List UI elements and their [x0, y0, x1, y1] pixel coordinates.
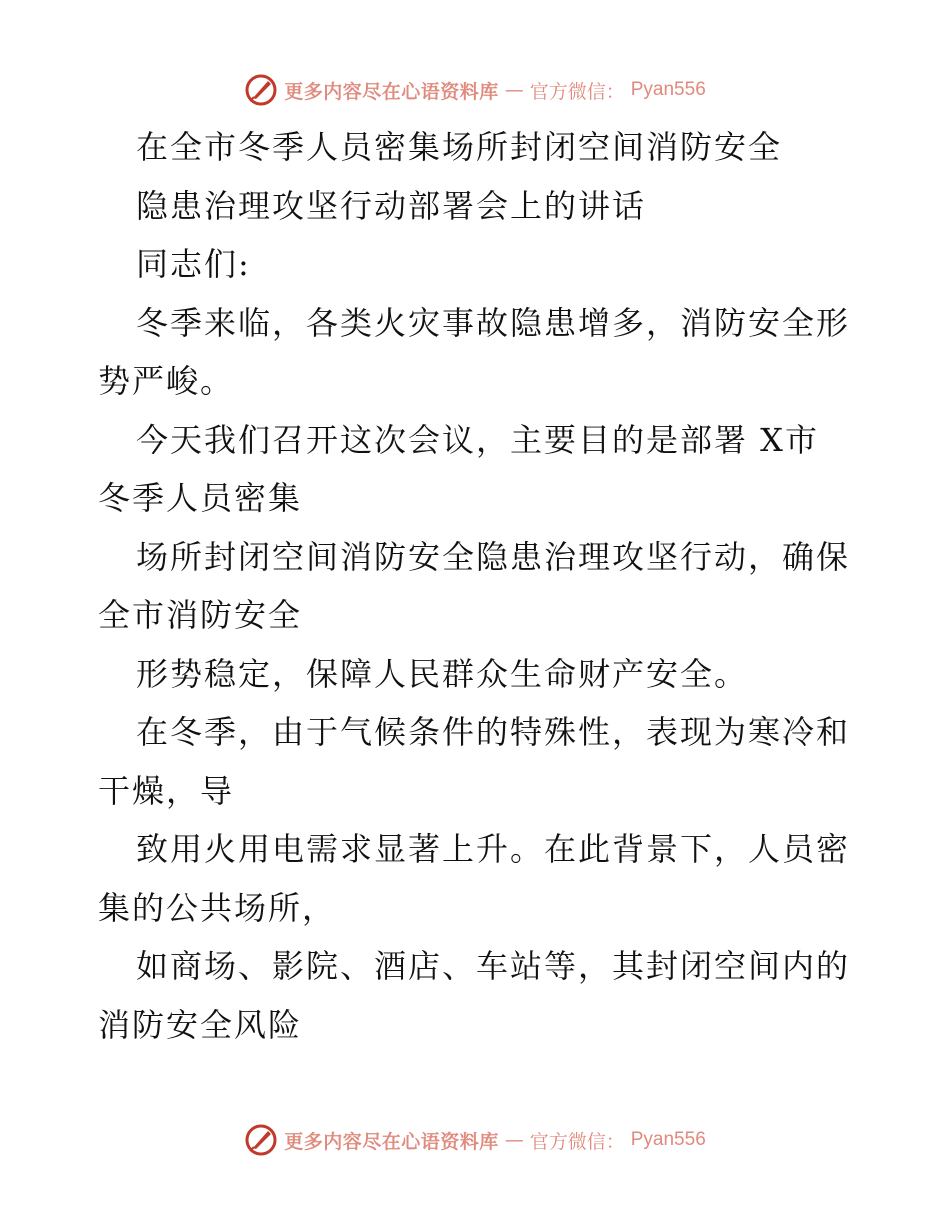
body-line: 形势稳定，保障人民群众生命财产安全。 — [136, 655, 749, 693]
top-watermark-banner — [0, 70, 950, 110]
body-line: 干燥，导 — [98, 772, 235, 810]
document-title-line-1: 在全市冬季人员密集场所封闭空间消防安全 — [136, 128, 783, 166]
body-line: 致用火用电需求显著上升。在此背景下，人员密 — [136, 830, 851, 868]
body-line: 集的公共场所， — [98, 889, 337, 927]
watermark-wechat-label: 官方微信： — [529, 80, 625, 103]
body-line: 在冬季，由于气候条件的特殊性，表现为寒冷和 — [136, 713, 851, 751]
body-line: 场所封闭空间消防安全隐患治理攻坚行动，确保 — [136, 538, 851, 576]
watermark-text: 更多内容尽在心语资料库 — [284, 80, 499, 103]
body-line: 冬季来临，各类火灾事故隐患增多，消防安全形 — [136, 304, 851, 342]
watermark-wechat-id: Pyan556 — [630, 1129, 706, 1150]
bottom-watermark-banner — [0, 1120, 950, 1160]
body-line: 消防安全风险 — [98, 1006, 303, 1044]
watermark-text: 更多内容尽在心语资料库 — [284, 1130, 499, 1153]
watermark-wechat-label: 官方微信： — [529, 1130, 625, 1153]
salutation: 同志们: — [136, 245, 251, 283]
quill-logo-icon — [244, 73, 278, 107]
quill-logo-icon — [244, 1123, 278, 1157]
watermark-wechat-id: Pyan556 — [630, 79, 706, 100]
body-line: 势严峻。 — [98, 362, 235, 400]
body-line: 冬季人员密集 — [98, 479, 303, 517]
watermark-dash: — — [504, 1129, 524, 1151]
watermark-dash: — — [504, 79, 524, 101]
body-line: 如商场、影院、酒店、车站等，其封闭空间内的 — [136, 947, 851, 985]
document-title-line-2: 隐患治理攻坚行动部署会上的讲话 — [136, 187, 647, 225]
body-line: 今天我们召开这次会议，主要目的是部署 X市 — [136, 421, 819, 459]
body-line: 全市消防安全 — [98, 596, 303, 634]
